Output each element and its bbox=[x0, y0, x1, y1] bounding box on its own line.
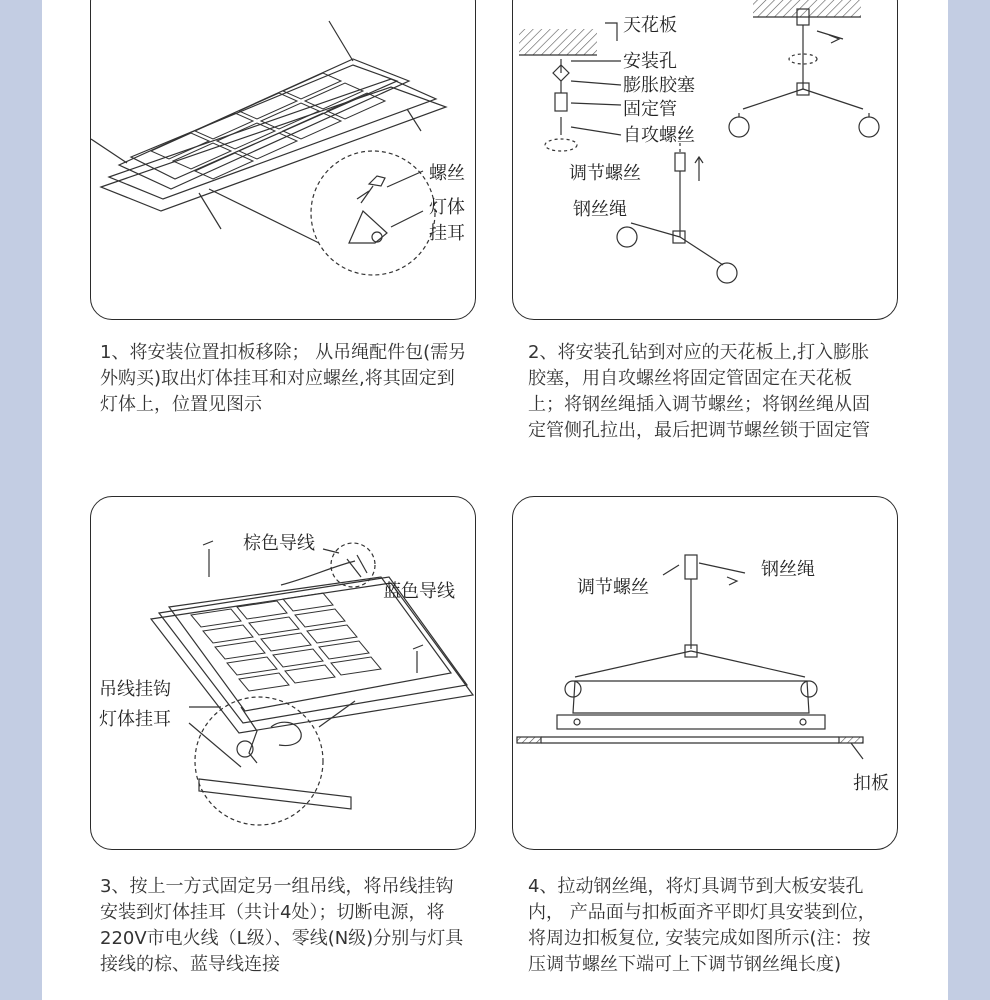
screw-label: 螺丝 bbox=[429, 163, 465, 184]
ceiling-label: 天花板 bbox=[623, 15, 677, 36]
step3-illustration bbox=[90, 496, 476, 850]
step4-caption: 4、拉动钢丝绳，将灯具调节到大板安装孔内， 产品面与扣板面齐平即灯具安装到位，将周边扣板复位, 安装完成如图所示(注：按压调节螺丝下端可上下调节钢丝绳长度) bbox=[528, 876, 876, 975]
blue-wire-label: 蓝色导线 bbox=[383, 581, 455, 602]
ear-label: 灯体挂耳 bbox=[99, 709, 171, 730]
brown-wire-label: 棕色导线 bbox=[243, 533, 315, 554]
ceiling-panel-label: 扣板 bbox=[853, 773, 889, 794]
instruction-page bbox=[42, 0, 948, 1000]
step2-caption: 2、将安装孔钻到对应的天花板上,打入膨胀胶塞，用自攻螺丝将固定管固定在天花板上；将钢丝绳插入调节螺丝；将钢丝绳从固定管侧孔拉出，最后把调节螺丝锁于固定管 bbox=[528, 342, 870, 441]
adjust-screw-label: 调节螺丝 bbox=[577, 577, 649, 598]
step4-illustration bbox=[512, 496, 898, 850]
step1-caption: 1、将安装位置扣板移除； 从吊绳配件包(需另外购买)取出灯体挂耳和对应螺丝,将其固定到灯体上，位置见图示 bbox=[100, 342, 467, 415]
plug-label: 膨胀胶塞 bbox=[623, 75, 695, 96]
step3-caption: 3、按上一方式固定另一组吊线，将吊线挂钩安装到灯体挂耳（共计4处）；切断电源，将220V市电火线（L级）、零线(N级)分别与灯具接线的棕、蓝导线连接 bbox=[100, 876, 464, 975]
wire-label: 钢丝绳 bbox=[573, 199, 627, 220]
tapscrew-label: 自攻螺丝 bbox=[623, 125, 695, 146]
ear-label-line2: 挂耳 bbox=[429, 223, 465, 244]
step1-illustration bbox=[90, 0, 476, 320]
hook-label: 吊线挂钩 bbox=[99, 679, 171, 700]
wire-label: 钢丝绳 bbox=[761, 559, 815, 580]
ear-label-line1: 灯体 bbox=[429, 197, 465, 218]
adjust-screw-label: 调节螺丝 bbox=[569, 163, 641, 184]
hole-label: 安装孔 bbox=[623, 51, 677, 72]
tube-label: 固定管 bbox=[623, 99, 677, 120]
step2-illustration bbox=[512, 0, 898, 320]
